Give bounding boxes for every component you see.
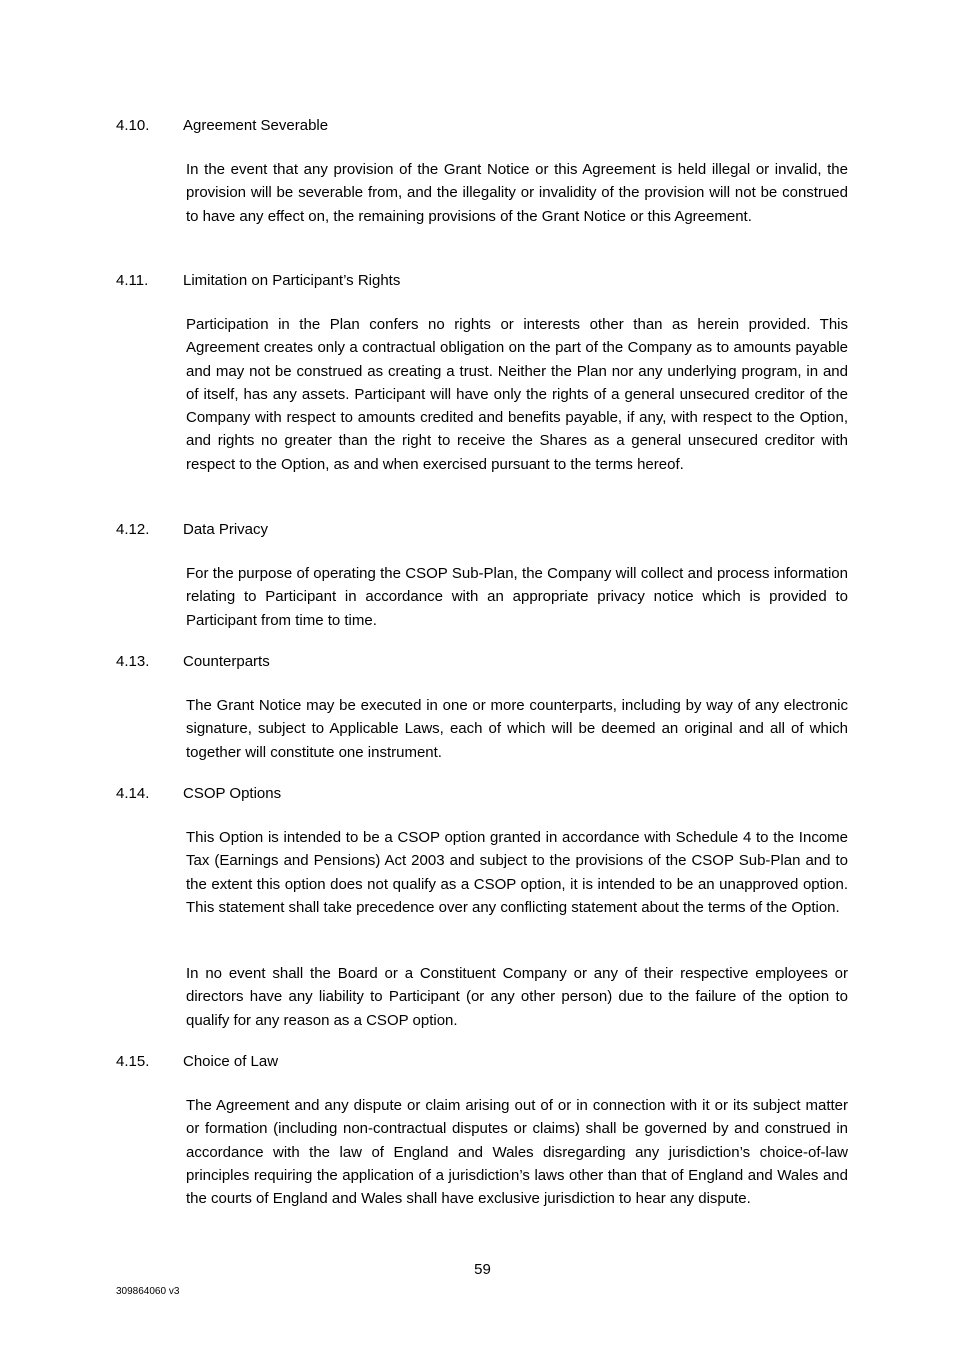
section-paragraph: The Agreement and any dispute or claim arising out of or in connection with it or its subject matter or formation (including non-contractual disputes or claims) shall be governed by and construed in accordance with the law of England and Wales disregarding any jurisdiction’s choice-of-law principles requiring the application of a jurisdiction’s laws other than that of England and Wales and the courts of England and Wales shall have exclusive jurisdiction to hear any dispute. [186,1097,848,1208]
section-heading [116,520,268,540]
section-paragraph: This Option is intended to be a CSOP option granted in accordance with Schedule 4 to the Income Tax (Earnings and Pensions) Act 2003 and subject to the provisions of the CSOP Sub-Plan and to the extent this option does not qualify as a CSOP option, it is intended to be an unapproved option. This statement shall take precedence over any conflicting statement about the terms of the Option. [186,829,848,916]
section-title: Choice of Law [183,1053,279,1070]
section-heading [116,116,328,136]
section-paragraph: For the purpose of operating the CSOP Sub-Plan, the Company will collect and process information relating to Participant in accordance with an appropriate privacy notice which is provided to Participant from time to time. [186,565,848,629]
section-number: 4.10. [116,117,150,134]
section-heading [116,271,400,291]
page-number: 59 [474,1261,491,1278]
section-number: 4.14. [116,785,150,802]
section-paragraph: In no event shall the Board or a Constituent Company or any of their respective employees or directors have any liability to Participant (or any other person) due to the failure of the option to qualify for any reason as a CSOP option. [186,965,848,1029]
section-paragraph: In the event that any provision of the Grant Notice or this Agreement is held illegal or invalid, the provision will be severable from, and the illegality or invalidity of the provision will not be construed to have any effect on, the remaining provisions of the Grant Notice or this Agreement. [186,161,848,225]
section-number: 4.13. [116,653,150,670]
section-title: Limitation on Participant’s Rights [183,272,401,289]
section-heading [116,1052,278,1072]
section-title: Data Privacy [183,521,269,538]
section-number: 4.12. [116,521,150,538]
section-title: Counterparts [183,653,270,670]
section-title: Agreement Severable [183,117,329,134]
section-heading [116,784,281,804]
section-paragraph: Participation in the Plan confers no rights or interests other than as herein provided. This Agreement creates only a contractual obligation on the part of the Company as to amounts payable and may not be construed as creating a trust. Neither the Plan nor any underlying program, in and of itself, has any assets. Participant will have only the rights of a general unsecured creditor of the Company with respect to amounts credited and benefits payable, if any, with respect to the Option, and rights no greater than the right to receive the Shares as a general unsecured creditor with respect to the Option, as and when exercised pursuant to the terms hereof. [186,316,848,473]
section-title: CSOP Options [183,785,282,802]
document-reference: 309864060 v3 [116,1286,180,1297]
section-heading [116,652,270,672]
section-paragraph: The Grant Notice may be executed in one or more counterparts, including by way of any electronic signature, subject to Applicable Laws, each of which will be deemed an original and all of which together will constitute one instrument. [186,697,848,761]
section-number: 4.15. [116,1053,150,1070]
section-number: 4.11. [116,272,149,289]
